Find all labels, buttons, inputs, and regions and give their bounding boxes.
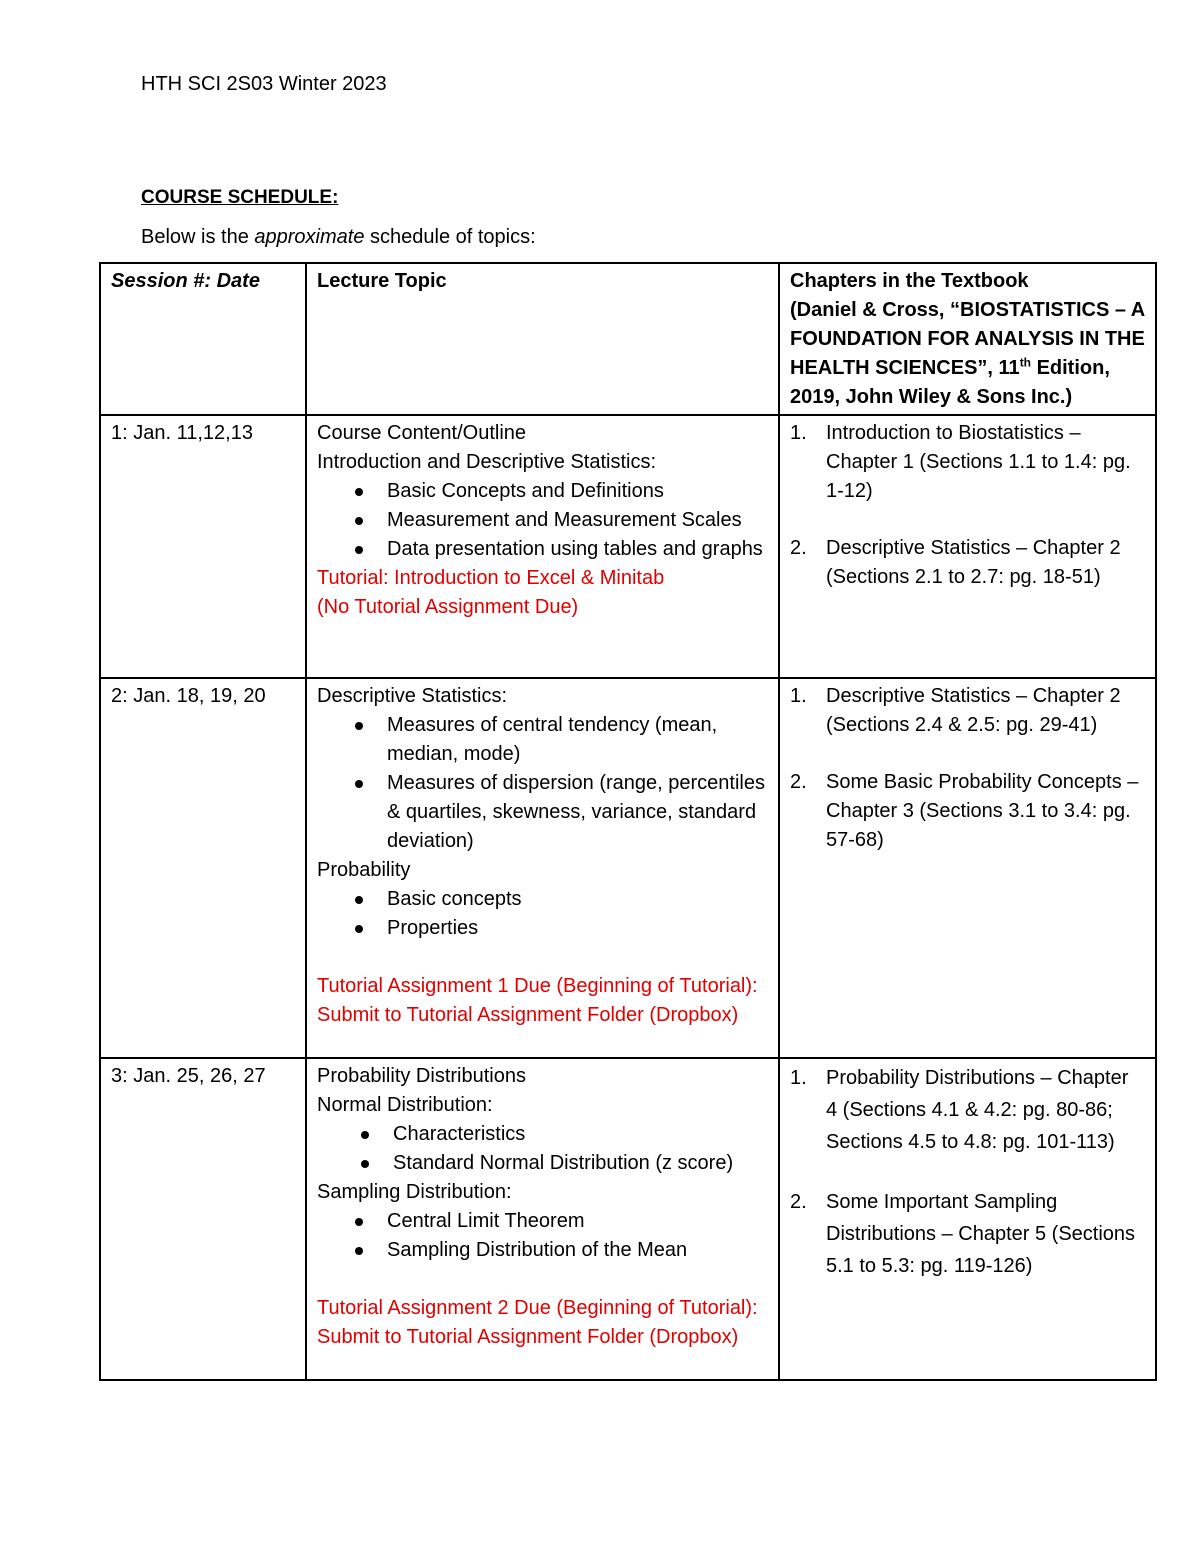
textbook-reference-a: (Daniel & Cross, “BIOSTATISTICS – A FOUNDATION FOR ANALYSIS IN THE HEALTH SCIENCES”, 11: [790, 299, 1145, 379]
topic-cell: [306, 678, 779, 1058]
chapter-text: Descriptive Statistics – Chapter 2 (Sections 2.4 & 2.5: pg. 29-41): [826, 685, 1121, 736]
chapters-cell: [779, 1058, 1156, 1380]
schedule-table: [99, 262, 1157, 1381]
chapter-item: [790, 419, 1145, 506]
chapter-text: Some Basic Probability Concepts – Chapter 3 (Sections 3.1 to 3.4: pg. 57-68): [826, 771, 1139, 851]
list-item: Standard Normal Distribution (z score): [393, 1149, 768, 1178]
textbook-reference: [790, 296, 1145, 412]
tutorial-note: Tutorial Assignment 2 Due (Beginning of Tutorial): Submit to Tutorial Assignment Folder (Dropbox): [317, 1297, 758, 1348]
header-lecture-topic: [306, 263, 779, 415]
chapter-list: [790, 682, 1145, 855]
chapters-cell: [779, 678, 1156, 1058]
chapter-item: [790, 682, 1145, 740]
textbook-reference-b: Edition, 2019, John Wiley & Sons Inc.): [790, 357, 1110, 408]
chapter-text: Descriptive Statistics – Chapter 2 (Sections 2.1 to 2.7: pg. 18-51): [826, 537, 1121, 588]
chapter-number: 2.: [790, 537, 807, 559]
chapter-list: [790, 419, 1145, 592]
header-topic-label: Lecture Topic: [317, 270, 447, 292]
topic-bullet-list: [317, 1207, 768, 1265]
topic-bullet-list: [317, 1120, 768, 1178]
list-item: Basic concepts: [387, 885, 768, 914]
topic-bullet-list: [317, 711, 768, 856]
table-header-row: [100, 263, 1156, 415]
topic-heading: Normal Distribution:: [317, 1094, 493, 1116]
topic-heading: Descriptive Statistics:: [317, 685, 508, 707]
topic-heading: Probability: [317, 859, 411, 881]
spacer: [317, 943, 768, 972]
intro-text-after: schedule of topics:: [364, 226, 536, 248]
edition-superscript: th: [1019, 355, 1032, 370]
session-date: 2: Jan. 18, 19, 20: [111, 685, 266, 707]
intro-text-before: Below is the: [141, 226, 255, 248]
list-item: Characteristics: [393, 1120, 768, 1149]
topic-cell: [306, 415, 779, 678]
header-chapters-title: Chapters in the Textbook: [790, 270, 1029, 292]
schedule-intro: [141, 223, 536, 252]
tutorial-note: Tutorial Assignment 1 Due (Beginning of Tutorial): Submit to Tutorial Assignment Folder (Dropbox): [317, 975, 758, 1026]
list-item: Sampling Distribution of the Mean: [387, 1236, 768, 1265]
list-item: Central Limit Theorem: [387, 1207, 768, 1236]
list-item: Properties: [387, 914, 768, 943]
list-item: Data presentation using tables and graphs: [387, 535, 768, 564]
chapter-text: Introduction to Biostatistics – Chapter 1 (Sections 1.1 to 1.4: pg. 1-12): [826, 422, 1131, 502]
chapter-number: 1.: [790, 685, 807, 707]
topic-bullet-list: [317, 477, 768, 564]
topic-heading: Sampling Distribution:: [317, 1181, 512, 1203]
chapter-text: Some Important Sampling Distributions – Chapter 5 (Sections 5.1 to 5.3: pg. 119-126): [826, 1191, 1136, 1277]
spacer: [317, 1265, 768, 1294]
header-textbook-chapters: [779, 263, 1156, 415]
chapter-number: 2.: [790, 1191, 807, 1213]
topic-cell: [306, 1058, 779, 1380]
chapter-item: [790, 1186, 1145, 1282]
intro-emphasis: approximate: [254, 226, 365, 248]
session-cell: [100, 1058, 306, 1380]
session-cell: [100, 678, 306, 1058]
session-date: 3: Jan. 25, 26, 27: [111, 1065, 266, 1087]
chapter-number: 1.: [790, 1067, 807, 1089]
chapter-item: [790, 1062, 1145, 1158]
topic-heading: Probability Distributions: [317, 1065, 526, 1087]
table-row: [100, 1058, 1156, 1380]
header-session-date: [100, 263, 306, 415]
topic-line: Course Content/Outline: [317, 422, 527, 444]
chapters-cell: [779, 415, 1156, 678]
chapter-text: Probability Distributions – Chapter 4 (Sections 4.1 & 4.2: pg. 80-86; Sections 4.5 to 4.8: pg. 101-113): [826, 1067, 1129, 1153]
chapter-item: [790, 534, 1145, 592]
chapter-item: [790, 768, 1145, 855]
header-session-label: Session #: Date: [111, 270, 260, 292]
schedule-heading: COURSE SCHEDULE:: [141, 187, 339, 208]
session-cell: [100, 415, 306, 678]
table-row: [100, 415, 1156, 678]
course-title: HTH SCI 2S03 Winter 2023: [141, 73, 387, 95]
list-item: Measures of dispersion (range, percentiles & quartiles, skewness, variance, standard deviation): [387, 769, 768, 856]
session-date: 1: Jan. 11,12,13: [111, 422, 253, 444]
list-item: Measures of central tendency (mean, median, mode): [387, 711, 768, 769]
chapter-list: [790, 1062, 1145, 1282]
topic-line: Introduction and Descriptive Statistics:: [317, 451, 657, 473]
chapter-number: 1.: [790, 422, 807, 444]
tutorial-note: (No Tutorial Assignment Due): [317, 596, 579, 618]
tutorial-note: Tutorial: Introduction to Excel & Minitab: [317, 567, 665, 589]
chapter-number: 2.: [790, 771, 807, 793]
list-item: Measurement and Measurement Scales: [387, 506, 768, 535]
list-item: Basic Concepts and Definitions: [387, 477, 768, 506]
topic-bullet-list: [317, 885, 768, 943]
table-row: [100, 678, 1156, 1058]
